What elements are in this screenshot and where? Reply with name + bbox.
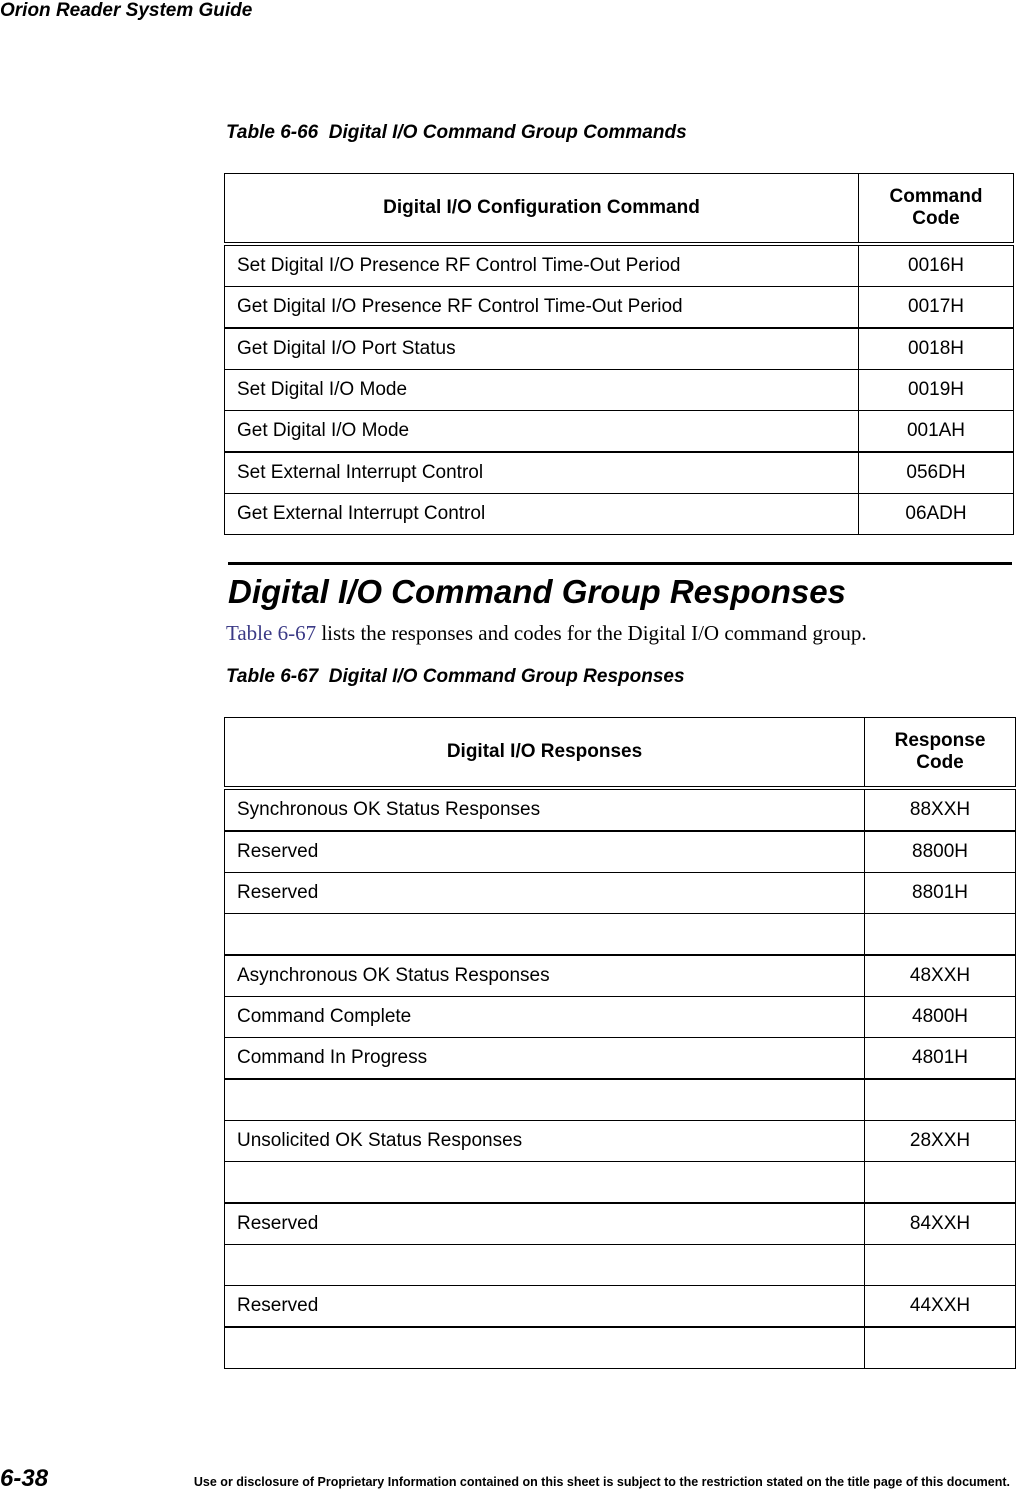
response-code-cell: 8800H — [865, 831, 1016, 873]
response-name-cell: Command Complete — [225, 997, 865, 1038]
table-66 — [224, 173, 1014, 535]
table-row — [225, 1327, 1016, 1369]
table-row — [225, 1286, 1016, 1328]
table-row — [225, 328, 1014, 370]
command-name-cell: Set Digital I/O Mode — [225, 370, 859, 411]
response-name-cell: Command In Progress — [225, 1038, 865, 1080]
column-header-command-code — [859, 174, 1014, 245]
response-name-cell — [225, 1162, 865, 1204]
table-row — [225, 370, 1014, 411]
response-code-cell: 88XXH — [865, 788, 1016, 831]
table-row — [225, 1038, 1016, 1080]
table-row — [225, 831, 1016, 873]
response-name-cell — [225, 914, 865, 956]
section-title: Digital I/O Command Group Responses — [228, 573, 846, 610]
column-header-response-code — [865, 718, 1016, 789]
command-name-cell: Set Digital I/O Presence RF Control Time-Out Period — [225, 244, 859, 287]
table-row — [225, 955, 1016, 997]
command-code-cell: 0018H — [859, 328, 1014, 370]
table-row — [225, 1245, 1016, 1286]
command-name-cell: Get Digital I/O Mode — [225, 411, 859, 453]
command-code-cell: 0019H — [859, 370, 1014, 411]
command-code-cell: 056DH — [859, 452, 1014, 494]
header-line: Code — [912, 208, 960, 229]
header-line: Command — [889, 186, 983, 207]
command-name-cell: Set External Interrupt Control — [225, 452, 859, 494]
table-row — [225, 452, 1014, 494]
response-code-cell: 44XXH — [865, 1286, 1016, 1328]
table-row — [225, 287, 1014, 329]
command-code-cell: 06ADH — [859, 494, 1014, 535]
table-row — [225, 1079, 1016, 1121]
column-header-command: Digital I/O Configuration Command — [225, 174, 859, 245]
table-cross-reference-link[interactable]: Table 6-67 — [226, 621, 317, 645]
command-code-cell: 001AH — [859, 411, 1014, 453]
response-code-cell — [865, 1245, 1016, 1286]
header-line: Code — [916, 752, 964, 773]
response-name-cell: Reserved — [225, 831, 865, 873]
response-name-cell: Synchronous OK Status Responses — [225, 788, 865, 831]
table-row — [225, 788, 1016, 831]
response-name-cell: Unsolicited OK Status Responses — [225, 1121, 865, 1162]
response-name-cell: Reserved — [225, 1286, 865, 1328]
response-code-cell: 84XXH — [865, 1203, 1016, 1245]
response-name-cell — [225, 1245, 865, 1286]
column-header-responses: Digital I/O Responses — [225, 718, 865, 789]
command-name-cell: Get Digital I/O Presence RF Control Time-Out Period — [225, 287, 859, 329]
response-code-cell: 4800H — [865, 997, 1016, 1038]
table-row — [225, 494, 1014, 535]
table-row — [225, 244, 1014, 287]
response-name-cell: Reserved — [225, 873, 865, 914]
table-66-caption: Table 6-66 Digital I/O Command Group Commands — [226, 122, 687, 143]
section-body-paragraph — [226, 620, 867, 646]
response-code-cell: 4801H — [865, 1038, 1016, 1080]
response-code-cell: 8801H — [865, 873, 1016, 914]
table-row — [225, 997, 1016, 1038]
response-code-cell — [865, 914, 1016, 956]
response-code-cell — [865, 1079, 1016, 1121]
response-code-cell: 48XXH — [865, 955, 1016, 997]
table-row — [225, 1203, 1016, 1245]
command-code-cell: 0017H — [859, 287, 1014, 329]
proprietary-notice: Use or disclosure of Proprietary Information contained on this sheet is subject to the restriction stated on the title page of this document. — [193, 1475, 1010, 1489]
body-text: lists the responses and codes for the Digital I/O command group. — [316, 621, 867, 645]
table-row — [225, 411, 1014, 453]
command-name-cell: Get External Interrupt Control — [225, 494, 859, 535]
table-row — [225, 1162, 1016, 1204]
response-code-cell — [865, 1327, 1016, 1369]
table-67 — [224, 717, 1016, 1369]
running-header: Orion Reader System Guide — [0, 0, 253, 21]
table-row — [225, 914, 1016, 956]
table-row — [225, 873, 1016, 914]
response-name-cell — [225, 1079, 865, 1121]
response-code-cell — [865, 1162, 1016, 1204]
page-number: 6-38 — [0, 1465, 49, 1492]
section-rule — [228, 562, 1012, 565]
response-name-cell: Asynchronous OK Status Responses — [225, 955, 865, 997]
command-code-cell: 0016H — [859, 244, 1014, 287]
response-name-cell — [225, 1327, 865, 1369]
header-line: Response — [894, 730, 986, 751]
table-header-row — [225, 718, 1016, 789]
response-name-cell: Reserved — [225, 1203, 865, 1245]
table-67-caption: Table 6-67 Digital I/O Command Group Responses — [226, 666, 685, 687]
command-name-cell: Get Digital I/O Port Status — [225, 328, 859, 370]
table-row — [225, 1121, 1016, 1162]
table-header-row — [225, 174, 1014, 245]
response-code-cell: 28XXH — [865, 1121, 1016, 1162]
